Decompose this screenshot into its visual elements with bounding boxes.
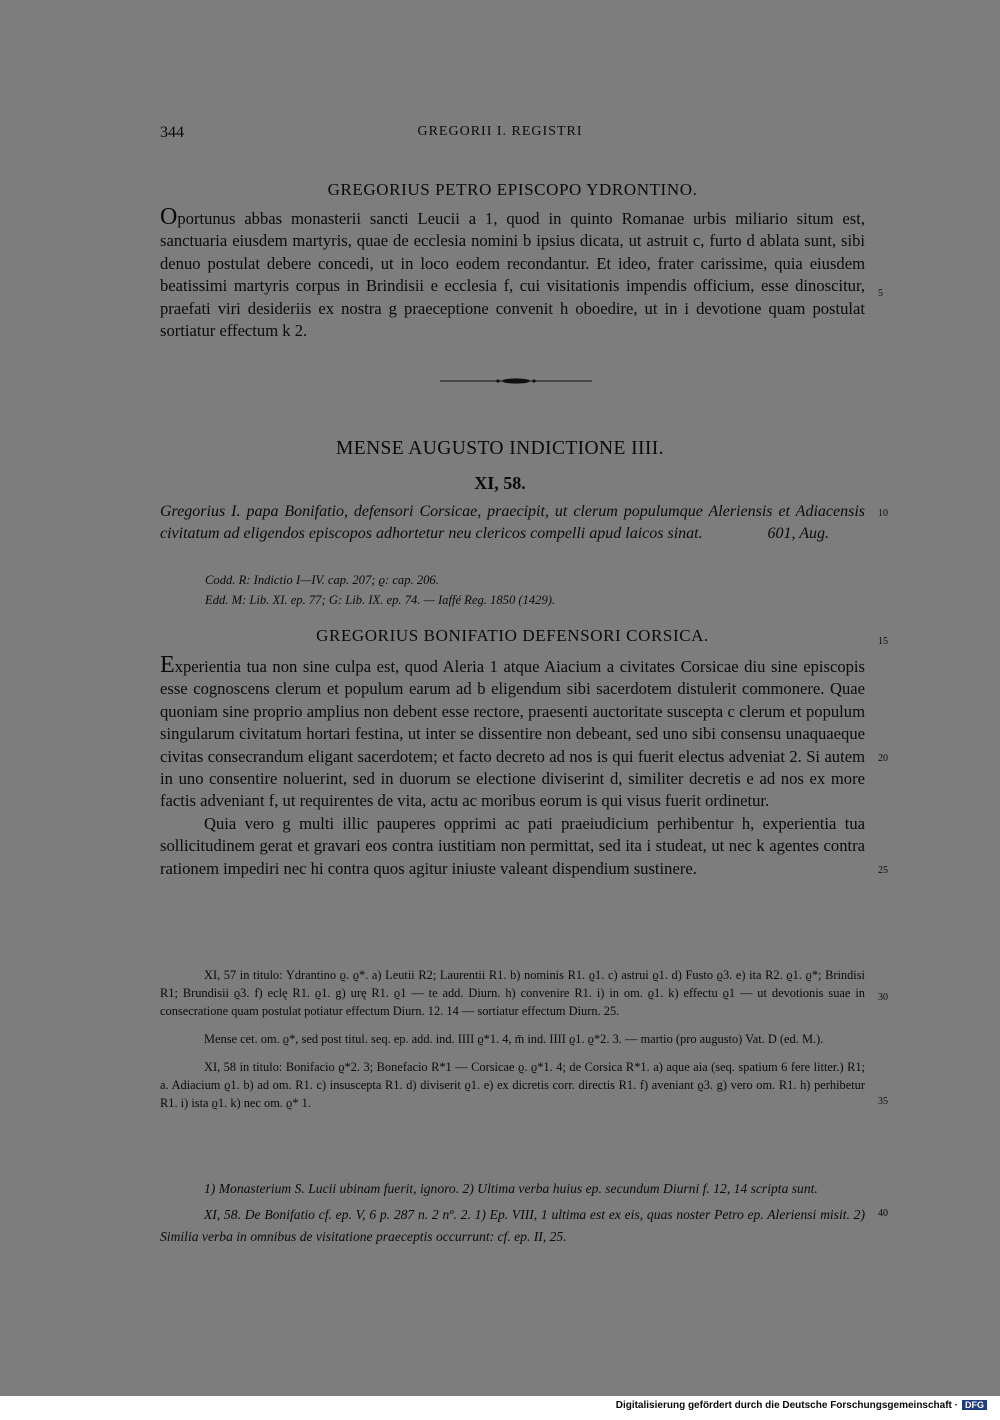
letter1-text: portunus abbas monasterii sancti Leucii a 1, quod in quinto Romanae urbis miliario situm est, sanctuaria eiusdem martyris, quae de ecclesia nomini b ipsius dicata, ut astruit c, furto d ablata sunt, sibi denuo postulat debere concedi, ut in loco eodem recondantur. Et ideo, frater carissime, quia eiusdem beatissimi martyris corpus in Brindisii e ecclesia f, cui visitationis impendis officium, esse dinoscitur, praefati viri desideriis ex nostra g praeceptione convenit h oboedire, ut in i devotione quam postulat sortiatur effectum k 2. [160,209,865,341]
line-number: 25 [878,865,888,876]
line-number: 40 [878,1208,888,1219]
line-number: 35 [878,1096,888,1107]
letter1-title: GREGORIUS PETRO EPISCOPO YDRONTINO. [327,180,698,199]
letter2-para1: xperientia tua non sine culpa est, quod Aleria 1 atque Aiacium a civitates Corsicae diu sine episcopis esse cognoscens clerum et populum earum ad b eligendum sibi sacerdotem distulerit commonere. Quae quoniam sine proprio amplius non debent esse rectore, praesenti auctoritate suscepta c clerum et populum singularum civitatum hortari festina, ut inter se dissentire non debeant, sed uno sibi consensu unaquaeque civitas consecrandum eligant sacerdotem; et facto decreto ad nos is qui fuerit electus adveniat 2. Si autem in uno consentire noluerint, sed in duorum se electione diviserint d, similiter decretis e ad nos ex more factis adveniant f, ut requirentes de vita, actu ac moribus eorum is qui visus fuerit ordinetur. [160,657,865,811]
letter1-body [160,204,865,342]
apparatus-entry: XI, 57 in titulo: Ydrantino ϱ. ϱ*. a) Leutii R2; Laurentii R1. b) nominis R1. ϱ1. c) astrui ϱ1. d) Fusto ϱ3. e) ita R2. ϱ1. ϱ*; Brindisi R1; Brundisii ϱ3. f) eclę R1. ϱ1. g) urę R1. ϱ1 — te add. Diurn. h) convenire R1. i) in om. ϱ1. k) effectu ϱ1 — ut devotionis suae in consecratione quam postulat potiatur effectum Diurn. 12. 14 — sortiatur effectum Diurn. 25. [160,968,865,1018]
line-number: 20 [878,753,888,764]
regest [160,501,865,544]
apparatus-entry: XI, 58 in titulo: Bonifacio ϱ*2. 3; Bonefacio R*1 — Corsicae ϱ. ϱ*1. 4; de Corsica R*1. a) aque aia (seq. spatium 6 fere litter.) R1; a. Adiacium ϱ1. b) ad om. R1. c) insuscepta R1. d) diviserit ϱ1. e) ex dicretis corr. directis R1. f) aveniant ϱ3. g) vero om. R1. h) perhibetur R1. i) ista ϱ1. k) nec om. ϱ* 1. [160,1060,865,1110]
credit-text: Digitalisierung gefördert durch die Deutsche Forschungsgemeinschaft · [615,1400,958,1411]
line-number: 10 [878,508,888,519]
editions-line: Edd. M: Lib. XI. ep. 77; G: Lib. IX. ep. 74. — Iaffé Reg. 1850 (1429). [205,593,556,607]
drop-initial-o: O [160,204,178,230]
letter2-para2: Quia vero g multi illic pauperes opprimi ac pati praeiudicium perhibentur h, experientia tua sollicitudinem gerat et gravari eos contra iustitiam non permittat, sed ita i studeat, ut nec k agentes contra rationem impediri nec hi contra quos agitur iniuste valeant dispendium sustinere. [160,813,865,878]
line-number: 5 [878,288,883,299]
apparatus-entry: Mense cet. om. ϱ*, sed post titul. seq. ep. add. ind. IIII ϱ*1. 4, m̄ ind. IIII ϱ1. ϱ*2. 3. — martio (pro augusto) Vat. D (ed. M.). [204,1032,824,1046]
codices-line: Codd. R: Indictio I—IV. cap. 207; ϱ: cap. 206. [205,573,439,587]
page-number: 344 [160,124,184,141]
letter2-title: GREGORIUS BONIFATIO DEFENSORI CORSICA. [316,626,709,645]
drop-initial-e: E [160,652,175,678]
footnote: 1) Monasterium S. Lucii ubinam fuerit, ignoro. 2) Ultima verba huius ep. secundum Diurni f. 12, 14 scripta sunt. [204,1181,818,1196]
regest-text: Gregorius I. papa Bonifatio, defensori Corsicae, praecipit, ut clerum populumque Aleriensis et Adiacensis civitatum ad eligendos episcopos adhortetur neu clericos compelli apud laicos sinat. [160,503,865,542]
footnotes [160,1178,865,1248]
critical-apparatus [160,966,865,1112]
regest-date: 601, Aug. [767,524,829,542]
footnote: XI, 58. De Bonifatio cf. ep. V, 6 p. 287 n. 2 nº. 2. 1) Ep. VIII, 1 ultima est ex eis, quas noster Petro ep. Aleriensi misit. 2) Similia verba in omnibus de visitatione praeceptis occurrunt: cf. ep. II, 25. [160,1207,865,1244]
section-title: MENSE AUGUSTO INDICTIONE IIII. [336,438,664,459]
running-title: GREGORII I. REGISTRI [417,124,583,139]
line-number: 30 [878,992,888,1003]
letter2-body [160,652,865,880]
codices-block [205,570,555,610]
dfg-logo: DFG [961,1399,988,1411]
dfg-credit[interactable] [616,1399,988,1411]
epistle-number: XI, 58. [474,473,526,493]
ornament-divider [440,376,592,386]
line-number: 15 [878,636,888,647]
